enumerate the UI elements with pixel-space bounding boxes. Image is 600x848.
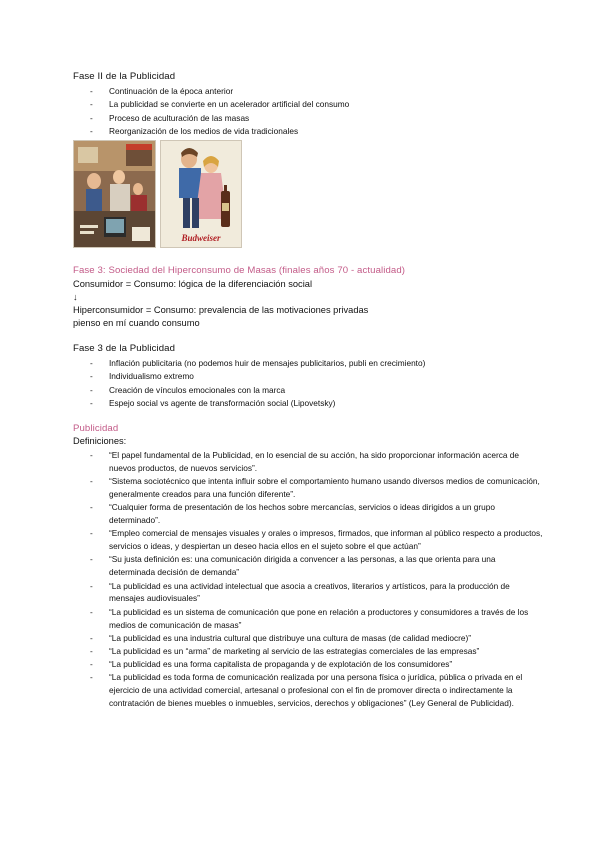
definition-item-text: “Empleo comercial de mensajes visuales y orales o impresos, firmados, que informan al público respecto a productos, servicios o ideas, y despiertan un deseo hacia ellos en el sujeto sobre el que actúan” [109,528,543,552]
list-marker: - [90,580,93,591]
definition-item [73,449,543,475]
publicidad-heading: Publicidad [73,423,119,434]
fase2-list-item [73,112,543,125]
fase3-sociedad-heading: Fase 3: Sociedad del Hiperconsumo de Masas (finales años 70 - actualidad) [73,265,406,276]
definition-item-text: “La publicidad es un sistema de comunicación que pone en relación a productores y consumidores a través de los medios de comunicación de masas” [109,606,529,630]
list-marker: - [90,397,93,408]
fase3-list-item-text: Inflación publicitaria (no podemos huir de mensajes publicitarios, publi en crecimiento) [109,358,426,368]
fase3-publicidad-list [73,357,543,410]
fase3-list-item [73,397,543,410]
fase3-list-item-text: Individualismo extremo [109,371,194,382]
definitions-list [73,449,543,710]
definition-item [73,527,543,553]
vintage-ad-budweiser-image [160,140,242,248]
definition-item-text: “La publicidad es una forma capitalista de propaganda y de explotación de los consumidores” [109,659,453,670]
list-marker: - [90,502,93,513]
fase2-list-item-text: Continuación de la época anterior [109,86,234,96]
fase2-list-item-text: Proceso de aculturación de las masas [109,112,250,123]
list-marker: - [90,672,93,683]
list-marker: - [90,554,93,565]
list-marker: - [90,384,93,395]
fase2-list-item [73,125,543,138]
list-marker: - [90,99,93,110]
list-marker: - [90,645,93,656]
fase3-list-item-text: Espejo social vs agente de transformación social (Lipovetsky) [109,397,336,408]
definition-item [73,632,543,645]
definition-item-text: “La publicidad es una actividad intelectual que asocia a creativos, literarios y artísticos, para la producción de mensajes audiovisuales” [109,580,510,604]
list-marker: - [90,371,93,382]
fase2-list [73,85,543,138]
definition-item [73,671,543,710]
definition-item [73,553,543,579]
list-marker: - [90,528,93,539]
fase2-list-item [73,85,543,98]
definition-item [73,501,543,527]
down-arrow: ↓ [73,292,78,302]
fase2-list-item-text: La publicidad se convierte en un acelerador artificial del consumo [109,99,350,110]
budweiser-ad-illustration [161,141,241,247]
list-marker: - [90,606,93,617]
budweiser-logo: Budweiser [181,233,221,243]
hiperconsumidor-line: Hiperconsumidor = Consumo: prevalencia de las motivaciones privadas [73,305,369,315]
family-ad-illustration [74,141,155,247]
vintage-ad-family-image [73,140,156,248]
fase3-publicidad-heading: Fase 3 de la Publicidad [73,343,176,354]
list-marker: - [90,450,93,460]
list-marker: - [90,125,93,136]
definiciones-subheading: Definiciones: [73,436,127,446]
definition-item [73,580,543,606]
definition-item-text: “La publicidad es una industria cultural que distribuye una cultura de masas (de calidad mediocre)” [109,632,472,643]
definition-item-text: “Cualquier forma de presentación de los hechos sobre mercancías, servicios o ideas dirigidos a un grupo determinado”. [109,502,496,526]
pienso-line: pienso en mí cuando consumo [73,318,200,328]
list-marker: - [90,112,93,123]
definition-item-text: “La publicidad es toda forma de comunicación realizada por una persona física o jurídica, pública o privada en el ejercicio de una actividad comercial, artesanal o profesional con el fin de promover directa o indirectamente la contratación de bienes muebles o inmuebles, servicios, derechos y obligaciones” (Ley General de Publicidad). [109,672,523,709]
fase3-list-item [73,370,543,383]
fase2-list-item-text: Reorganización de los medios de vida tradicionales [109,125,299,136]
definition-item [73,475,543,501]
consumidor-line: Consumidor = Consumo: lógica de la diferenciación social [73,279,313,289]
list-marker: - [90,632,93,643]
list-marker: - [90,358,93,368]
fase3-list-item-text: Creación de vínculos emocionales con la marca [109,384,286,395]
list-marker: - [90,86,93,96]
fase2-heading: Fase II de la Publicidad [73,71,176,82]
fase3-list-item [73,357,543,370]
list-marker: - [90,659,93,670]
fase2-list-item [73,98,543,111]
fase3-list-item [73,384,543,397]
definition-item [73,645,543,658]
definition-item-text: “La publicidad es un “arma” de marketing al servicio de las estrategias comerciales de las empresas” [109,645,480,656]
definition-item [73,658,543,671]
definition-item-text: “Sistema sociotécnico que intenta influir sobre el comportamiento humano usando diversos medios de comunicación, generalmente creados para una función diferente”. [109,476,540,500]
definition-item [73,606,543,632]
definition-item-text: “Su justa definición es: una comunicación dirigida a convencer a las personas, a las que orienta para una determinada decisión de demanda” [109,554,496,578]
list-marker: - [90,476,93,487]
definition-item-text: “El papel fundamental de la Publicidad, en lo esencial de su acción, ha sido proporcionar información acerca de nuevos productos, de nuevos servicios”. [109,450,520,473]
